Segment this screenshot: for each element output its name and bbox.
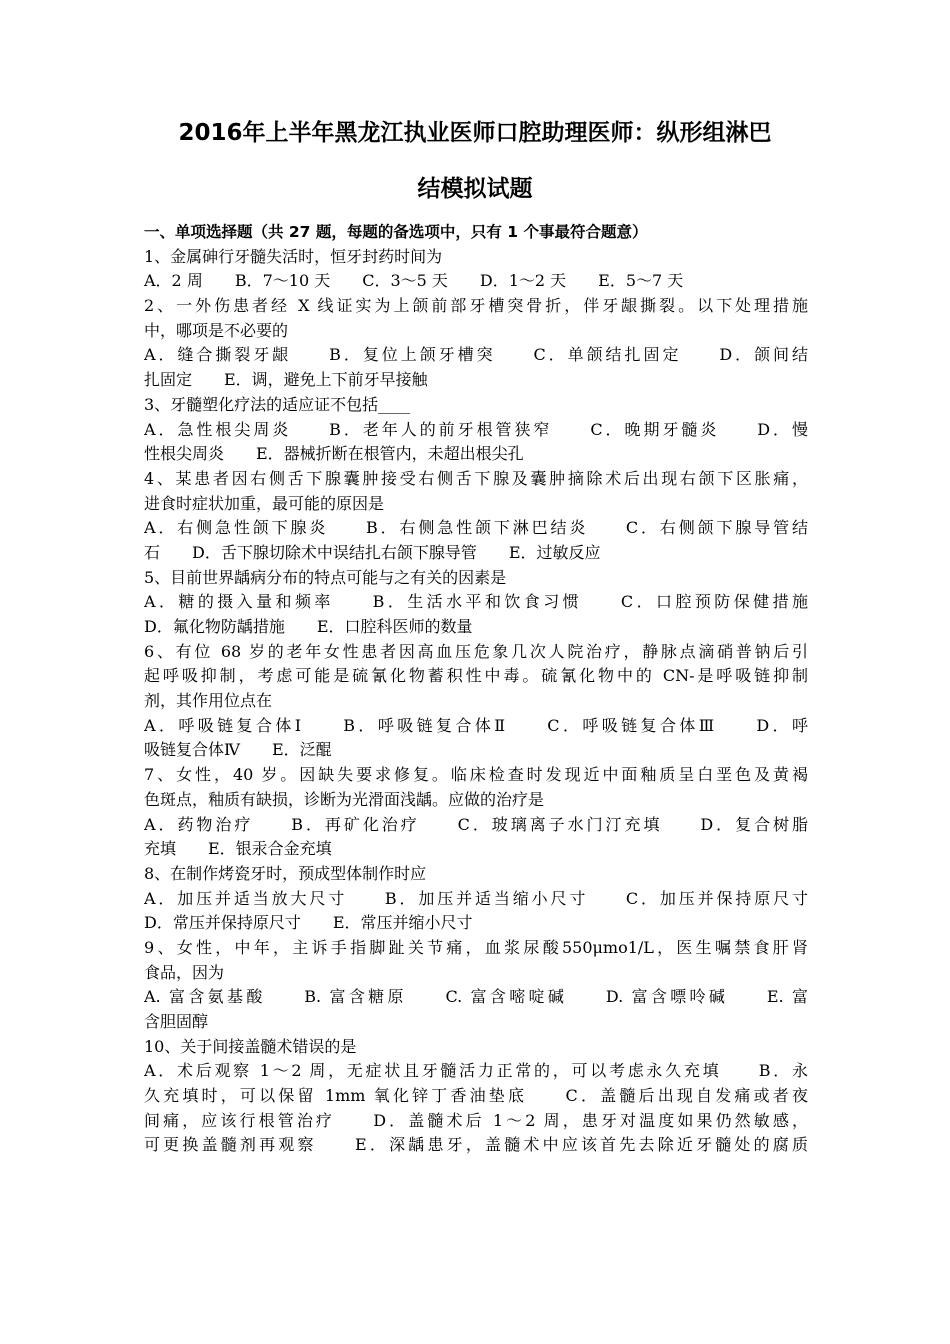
text-line: A．呼吸链复合体Ⅰ B．呼吸链复合体Ⅱ C．呼吸链复合体Ⅲ D．呼: [144, 715, 808, 735]
text-line: 8、在制作烤瓷牙时，预成型体制作时应: [144, 863, 427, 883]
document-title-line-2: 结模拟试题: [417, 176, 533, 202]
text-line: 6、有位 68 岁的老年女性患者因高血压危象几次人院治疗，静脉点滴硝普钠后引: [144, 641, 808, 661]
text-line: 起呼吸抑制，考虑可能是硫氰化物蓄积性中毒。硫氰化物中的 CN-是呼吸链抑制: [144, 666, 808, 686]
text-line: A. 富含氨基酸 B. 富含糖原 C. 富含嘧啶碱 D. 富含嘌呤碱 E. 富: [144, 987, 808, 1007]
text-line: 石 D．舌下腺切除术中误结扎右颌下腺导管 E．过敏反应: [144, 542, 601, 562]
text-line: 间痛，应该行根管治疗 D．盖髓术后 1～2 周，患牙对温度如果仍然敏感，: [144, 1110, 808, 1130]
question-list: [144, 220, 808, 1158]
text-line: 10、关于间接盖髓术错误的是: [144, 1036, 357, 1056]
text-line: 久充填时，可以保留 1mm 氧化锌丁香油垫底 C．盖髓后出现自发痛或者夜: [144, 1086, 808, 1106]
text-line: A．术后观察 1～2 周，无症状且牙髓活力正常的，可以考虑永久充填 B．永: [144, 1061, 808, 1081]
text-line: 4、某患者因右侧舌下腺囊肿接受右侧舌下腺及囊肿摘除术后出现右颌下区胀痛，: [144, 468, 808, 488]
text-line: 可更换盖髓剂再观察 E．深龋患牙，盖髓术中应该首先去除近牙髓处的腐质: [144, 1135, 808, 1155]
text-line: 2、一外伤患者经 X 线证实为上颌前部牙槽突骨折，伴牙龈撕裂。以下处理措施: [144, 296, 808, 316]
text-line: A．2 周 B．7～10 天 C．3～5 天 D．1～2 天 E．5～7 天: [144, 271, 684, 291]
text-line: 5、目前世界龋病分布的特点可能与之有关的因素是: [144, 567, 507, 587]
text-line: A．药物治疗 B．再矿化治疗 C．玻璃离子水门汀充填 D．复合树脂: [144, 814, 808, 834]
document-title-line-1: 2016年上半年黑龙江执业医师口腔助理医师：纵形组淋巴: [178, 120, 772, 146]
text-line: 含胆固醇: [144, 1012, 209, 1031]
text-line: 进食时症状加重，最可能的原因是: [144, 493, 385, 513]
section-header: 一、单项选择题（共 27 题，每题的备选项中，只有 1 个事最符合题意）: [144, 223, 648, 241]
text-line: A．加压并适当放大尺寸 B．加压并适当缩小尺寸 C．加压并保持原尺寸: [144, 888, 808, 908]
text-line: A．缝合撕裂牙龈 B．复位上颌牙槽突 C．单颌结扎固定 D．颌间结: [144, 345, 808, 365]
text-line: 性根尖周炎 E．器械折断在根管内，未超出根尖孔: [144, 444, 524, 464]
text-line: A．右侧急性颌下腺炎 B．右侧急性颌下淋巴结炎 C．右侧颌下腺导管结: [144, 518, 808, 538]
text-line: D．氟化物防龋措施 E．口腔科医师的数量: [144, 617, 473, 636]
text-line: 充填 E．银汞合金充填: [144, 839, 332, 859]
text-line: 吸链复合体Ⅳ E．泛醌: [144, 740, 332, 760]
text-line: D．常压并保持原尺寸 E．常压并缩小尺寸: [144, 913, 473, 933]
text-line: 色斑点，釉质有缺损，诊断为光滑面浅龋。应做的治疗是: [144, 789, 545, 809]
text-line: 中，哪项是不必要的: [144, 320, 289, 340]
text-line: 食品，因为: [144, 962, 225, 982]
text-line: A．糖的摄入量和频率 B．生活水平和饮食习惯 C．口腔预防保健措施: [144, 592, 808, 612]
text-line: 7、女性，40 岁。因缺失要求修复。临床检查时发现近中面釉质呈白垩色及黄褐: [144, 765, 808, 785]
text-line: 9、女性，中年，主诉手指脚趾关节痛，血浆尿酸550μmo1/L，医生嘱禁食肝肾: [144, 937, 808, 957]
text-line: 扎固定 E．调，避免上下前牙早接触: [144, 370, 428, 390]
text-line: A．急性根尖周炎 B．老年人的前牙根管狭窄 C．晚期牙髓炎 D．慢: [144, 419, 808, 439]
text-line: 1、金属砷行牙髓失活时，恒牙封药时间为: [144, 246, 443, 266]
text-line: 剂，其作用位点在: [144, 691, 273, 711]
text-line: 3、牙髓塑化疗法的适应证不包括____: [144, 394, 411, 414]
